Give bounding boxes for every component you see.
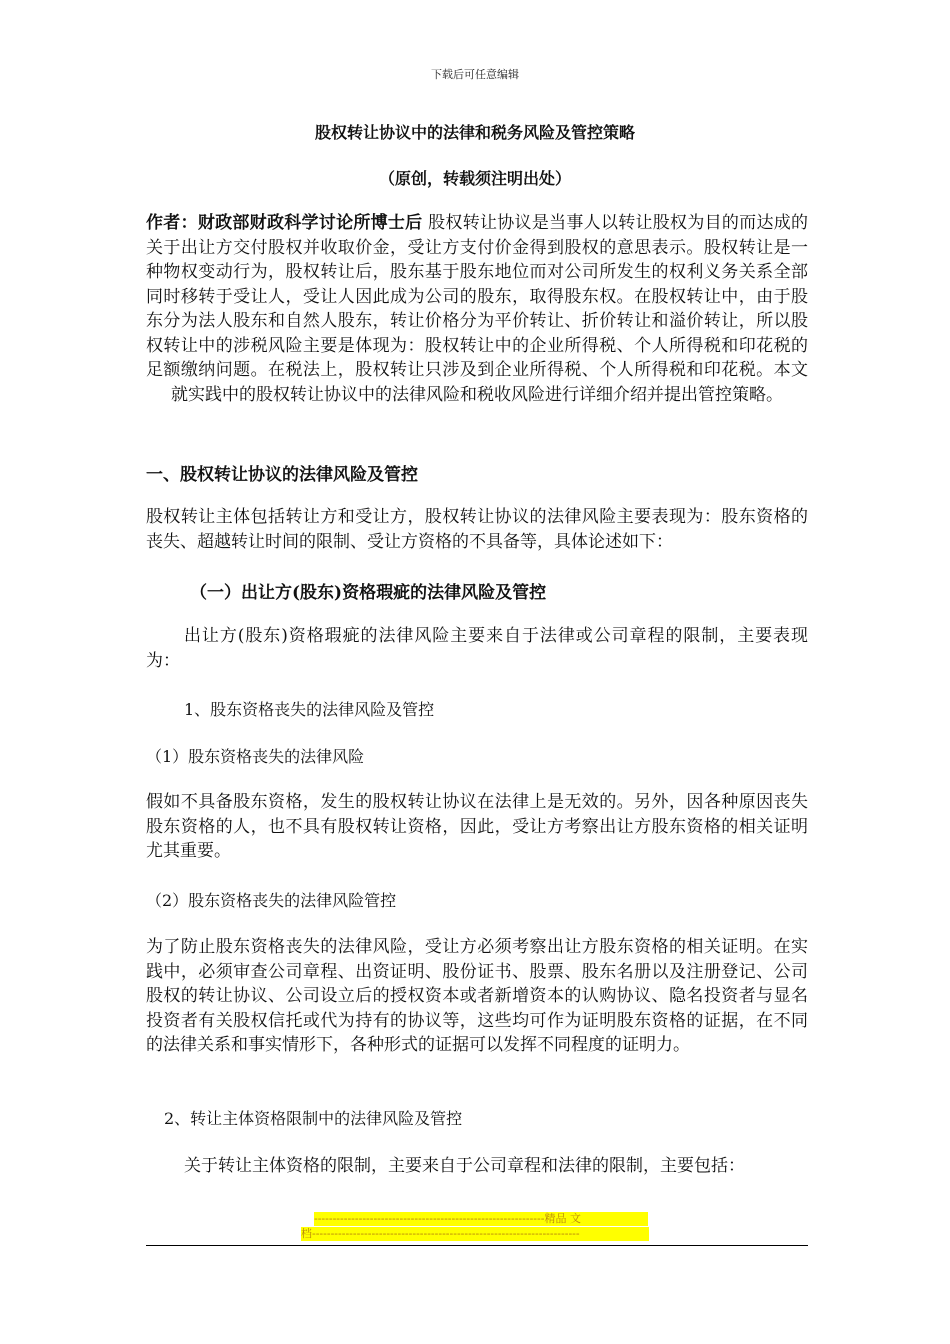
document-title: 股权转让协议中的法律和税务风险及管控策略 xyxy=(314,123,635,142)
item1a-paragraph: 假如不具备股东资格，发生的股权转让协议在法律上是无效的。另外，因各种原因丧失股东资格的人，也不具有股权转让资格，因此，受让方考察出让方股东资格的相关证明尤其重要。 xyxy=(146,792,808,861)
item2-paragraph: 关于转让主体资格的限制，主要来自于公司章程和法律的限制，主要包括： xyxy=(184,1156,745,1176)
footer-watermark-line1: --------------------------------------------------------------精品 文 xyxy=(314,1212,648,1226)
item1-heading: 1、股东资格丧失的法律风险及管控 xyxy=(184,700,435,719)
section1-paragraph: 股权转让主体包括转让方和受让方，股权转让协议的法律风险主要表现为：股东资格的丧失、超越转让时间的限制、受让方资格的不具备等，具体论述如下： xyxy=(146,507,808,552)
subsection1-heading: （一）出让方(股东)资格瑕疵的法律风险及管控 xyxy=(190,583,547,603)
item1b-heading: （2）股东资格丧失的法律风险管控 xyxy=(146,891,397,910)
document-subtitle: （原创，转载须注明出处） xyxy=(378,169,571,188)
abstract-text: 股权转让协议是当事人以转让股权为目的而达成的关于出让方交付股权并收取价金，受让方支付价金得到股权的意思表示。股权转让是一种物权变动行为，股权转让后，股东基于股东地位而对公司所发生的权利义务关系全部同时移转于受让人，受让人因此成为公司的股东，取得股东权。在股权转让中，由于股东分为法人股东和自然人股东，转让价格分为平价转让、折价转让和溢价转让，所以股权转让中的涉税风险主要是体现为：股权转让中的企业所得税、个人所得税和印花税的足额缴纳问题。在税法上，股权转让只涉及到企业所得税、个人所得税和印花税。本文就实践中的股权转让协议中的法律风险和税收风险进行详细介绍并提出管控策略。 xyxy=(146,213,809,405)
abstract-paragraph xyxy=(146,211,808,407)
footer-rule xyxy=(146,1245,808,1246)
item1b-paragraph: 为了防止股东资格丧失的法律风险，受让方必须考察出让方股东资格的相关证明。在实践中，必须审查公司章程、出资证明、股份证书、股票、股东名册以及注册登记、公司股权的转让协议、公司设立后的授权资本或者新增资本的认购协议、隐名投资者与显名投资者有关股权信托或代为持有的协议等，这些均可作为证明股东资格的证据，在不同的法律关系和事实情形下，各种形式的证据可以发挥不同程度的证明力。 xyxy=(146,937,808,1055)
header-note: 下载后可任意编辑 xyxy=(431,68,519,81)
section1-heading: 一、股权转让协议的法律风险及管控 xyxy=(146,465,418,485)
item1a-heading: （1）股东资格丧失的法律风险 xyxy=(146,747,365,766)
item2-heading: 2、转让主体资格限制中的法律风险及管控 xyxy=(164,1109,463,1128)
author-label: 作者：财政部财政科学讨论所博士后 xyxy=(146,213,423,233)
subsection1-paragraph: 出让方(股东)资格瑕疵的法律风险主要来自于法律或公司章程的限制，主要表现为： xyxy=(146,626,808,671)
footer-watermark-line2: 档------------------------------------------------------------------------ xyxy=(301,1227,649,1241)
